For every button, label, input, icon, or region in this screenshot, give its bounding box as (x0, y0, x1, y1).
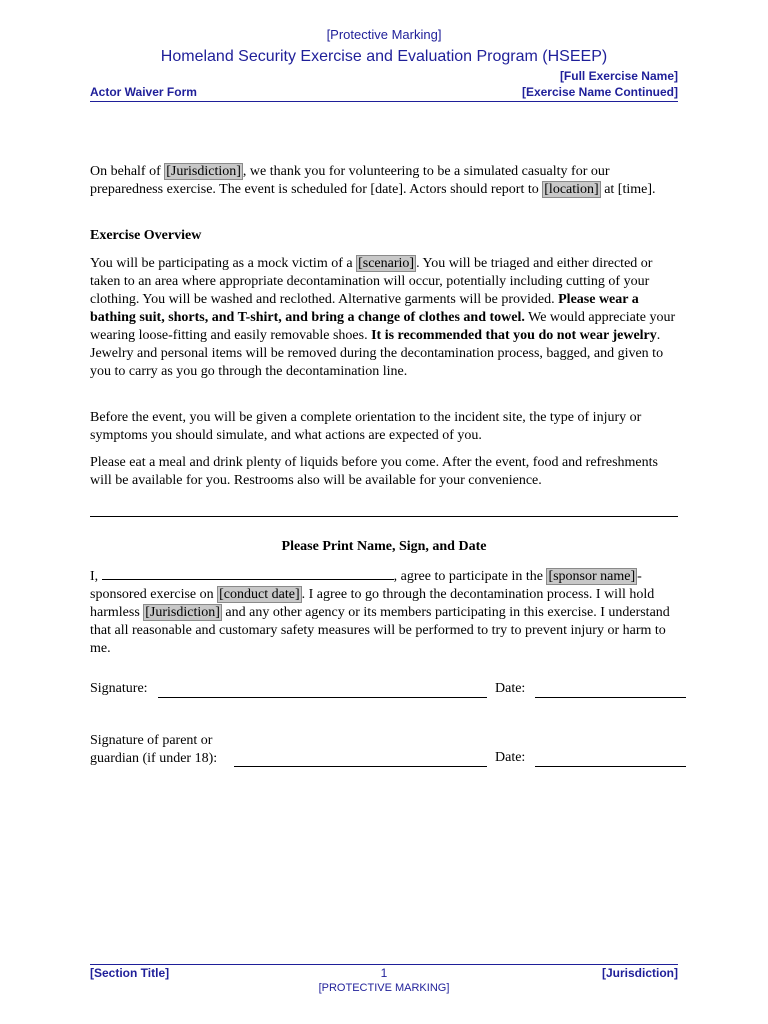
program-title: Homeland Security Exercise and Evaluation Program (HSEEP) (160, 48, 608, 65)
orientation-paragraph: Before the event, you will be given a complete orientation to the incident site, the type of injury or symptoms you should simulate, and what actions are expected of you. (90, 410, 642, 443)
clothing-instructions: Please wear a bathing suit, shorts, and T-shirt, and bring a change of clothes and towel. (90, 292, 639, 325)
page-number: 1 (380, 966, 388, 980)
intro-paragraph: On behalf of [Jurisdiction] , we thank you for volunteering to be a simulated casualty for our preparedness exercise. The event is scheduled for [date]. Actors should report to [location] at [time]. (90, 164, 656, 197)
meal-paragraph: Please eat a meal and drink plenty of liquids before you come. After the event, food and refreshments will be available for you. Restrooms also will be available for your convenience. (90, 455, 658, 488)
section-divider (90, 516, 678, 517)
overview-paragraph: You will be participating as a mock victim of a [scenario] . You will be triaged and either directed or taken to an area where appropriate decontamination will occur, potentially including cutting of your clothing. You will be washed and reclothed. Alternative garments will be provided. Please wear a bathing suit, shorts, and T-shirt, and bring a change of clothes and towel. We would appreciate your wearing loose-fitting and easily removable shoes. It is recommended that you do not wear jewelry. Jewelry and personal items will be removed during the decontamination process, bagged, and given to you to carry as you go through the decontamination line. (90, 256, 676, 379)
scenario-placeholder: [scenario] (358, 256, 415, 271)
parent-signature-label: Signature of parent or guardian (if under 18): (90, 733, 218, 766)
overview-heading: Exercise Overview (90, 228, 202, 243)
footer-rule (90, 964, 678, 965)
date-field[interactable] (535, 697, 686, 698)
date-label: Date: (495, 681, 526, 696)
exercise-name-continued: [Exercise Name Continued] (521, 85, 678, 99)
header-rule (90, 101, 678, 102)
jewelry-warning: It is recommended that you do not wear jewelry (371, 328, 657, 343)
jurisdiction-placeholder: [Jurisdiction] (145, 605, 220, 620)
parent-signature-field[interactable] (234, 766, 487, 767)
protective-marking-footer: [PROTECTIVE MARKING] (318, 982, 450, 994)
signature-section-heading: Please Print Name, Sign, and Date (281, 539, 487, 554)
location-placeholder: [location] (544, 182, 599, 197)
parent-date-field[interactable] (535, 766, 686, 767)
agreement-paragraph: I, , agree to participate in the [sponsor name] -sponsored exercise on [conduct date] . I agree to go through the decontamination process. I will hold harmless [Jurisdiction] and any other agency or its members participating in this exercise. I understand that all reasonable and customary safety measures will be performed to try to prevent injury or harm to me. (90, 566, 678, 658)
exercise-name: [Full Exercise Name] (559, 69, 678, 83)
protective-marking-header: [Protective Marking] (326, 27, 442, 42)
footer-section-title: [Section Title] (90, 966, 170, 980)
form-name: Actor Waiver Form (90, 85, 197, 99)
printed-name-field[interactable] (102, 566, 394, 580)
signature-label: Signature: (90, 681, 148, 696)
signature-field[interactable] (158, 697, 487, 698)
conduct-date-placeholder: [conduct date] (219, 587, 300, 602)
parent-date-label: Date: (495, 750, 526, 765)
jurisdiction-placeholder: [Jurisdiction] (166, 164, 241, 179)
footer-jurisdiction: [Jurisdiction] (601, 966, 678, 980)
sponsor-name-placeholder: [sponsor name] (548, 569, 636, 584)
